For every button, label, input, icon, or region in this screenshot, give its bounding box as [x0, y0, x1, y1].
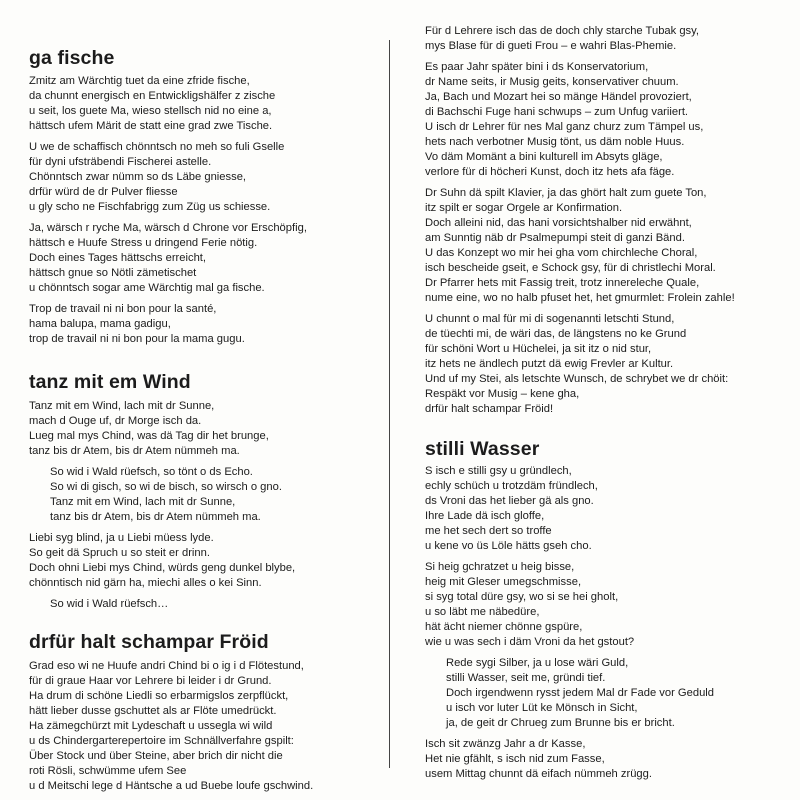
lyric-line: hätt lieber dusse gschuttet als ar Flöte umedrückt.: [29, 705, 277, 717]
lyric-line: Grad eso wi ne Huufe andri Chind bi o ig i d Flötestund,: [29, 660, 304, 672]
song-title-stilli-wasser: stilli Wasser: [425, 438, 540, 460]
lyric-line: heig mit Gleser umegschmisse,: [425, 576, 582, 588]
lyric-line: Doch alleini nid, das hani vorsichtshalber nid erwähnt,: [425, 217, 692, 229]
lyric-line: Lueg mal mys Chind, was dä Tag dir het brunge,: [29, 430, 269, 442]
lyric-line: dr Name seits, ir Musig geits, konservativer chuum.: [425, 76, 679, 88]
lyric-line: u ds Chindergarterepertoire im Schnällverfahre gspilt:: [29, 735, 294, 747]
lyric-line: So wid i Wald rüefsch…: [50, 598, 169, 610]
lyric-line: isch bescheide gseit, e Schock gsy, für di christlechi Moral.: [425, 262, 716, 274]
lyric-line: drfür würd de dr Pulver fliesse: [29, 186, 178, 198]
lyric-line: Dr Suhn dä spilt Klavier, ja das ghört halt zum guete Ton,: [425, 187, 707, 199]
lyric-line: Rede sygi Silber, ja u lose wäri Guld,: [446, 657, 629, 669]
lyric-line: me het sech dert so troffe: [425, 525, 552, 537]
lyric-line: für schöni Wort u Hüchelei, ja sit itz o nid stur,: [425, 343, 652, 355]
lyric-line: tanz bis dr Atem, bis dr Atem nümmeh ma.: [50, 511, 261, 523]
lyric-line: Ja, wärsch r ryche Ma, wärsch d Chrone vor Erschöpfig,: [29, 222, 307, 234]
song-title-tanz-mit-em-wind: tanz mit em Wind: [29, 371, 191, 393]
lyric-line: itz spilt er sogar Orgele ar Konfirmation.: [425, 202, 623, 214]
lyric-line: Respäkt vor Musig – kene gha,: [425, 388, 580, 400]
right-column: [425, 24, 785, 782]
stanza: [425, 186, 785, 306]
lyric-line: am Sunntig näb dr Psalmepumpi steit di ganzi Bänd.: [425, 232, 685, 244]
lyric-line: wie u was sech i däm Vroni da het gstout?: [425, 636, 635, 648]
stanza: [29, 531, 379, 591]
lyric-line: U we de schaffisch chönntsch no meh so fuli Gselle: [29, 141, 285, 153]
lyric-line: u kene vo üs Löle hätts gseh cho.: [425, 540, 592, 552]
lyric-line: Zmitz am Wärchtig tuet da eine zfride fische,: [29, 75, 250, 87]
lyric-line: Tanz mit em Wind, lach mit dr Sunne,: [29, 400, 215, 412]
lyric-line: Ha drum di schöne Liedli so erbarmigslos zerpflückt,: [29, 690, 289, 702]
lyric-line: hät ächt niemer chönne gspüre,: [425, 621, 583, 633]
stanza: [425, 560, 785, 650]
lyric-line: für dyni ufsträbendi Fischerei astelle.: [29, 156, 212, 168]
lyric-line: Doch eines Tages hättschs erreicht,: [29, 252, 207, 264]
song-title-drfuer-halt-schampar-froeid: drfür halt schampar Fröid: [29, 631, 269, 653]
lyric-line: hättsch e Huufe Stress u dringend Ferie nötig.: [29, 237, 258, 249]
lyric-line: mys Blase für di gueti Frou – e wahri Blas-Phemie.: [425, 40, 677, 52]
lyric-line: usem Mittag chunnt dä eifach nümmeh zrügg.: [425, 768, 652, 780]
lyric-line: Über Stock und über Steine, aber brich dir nicht die: [29, 750, 283, 762]
lyric-line: tanz bis dr Atem, bis dr Atem nümmeh ma.: [29, 445, 240, 457]
lyric-line: nume eine, wo no halb pfuset het, het gmurmlet: Frolein zahle!: [425, 292, 735, 304]
lyric-line: de tüechti mi, de wäri das, de längstens no ke Grund: [425, 328, 687, 340]
stanza: [29, 399, 379, 459]
lyric-line: roti Rösli, schwümme ufem See: [29, 765, 187, 777]
lyric-line: trop de travail ni ni bon pour la mama gugu.: [29, 333, 245, 345]
lyric-line: u isch vor luter Lüt ke Mönsch in Sicht,: [446, 702, 638, 714]
lyric-line: Ja, Bach und Mozart hei so mänge Händel provoziert,: [425, 91, 692, 103]
stanza-refrain: [29, 465, 379, 525]
lyric-line: Isch sit zwänzg Jahr a dr Kasse,: [425, 738, 586, 750]
lyric-line: Dr Pfarrer hets mit Fassig treit, trotz innereleche Quale,: [425, 277, 700, 289]
lyric-line: Tanz mit em Wind, lach mit dr Sunne,: [50, 496, 236, 508]
lyric-line: Doch ohni Liebi mys Chind, würds geng dunkel blybe,: [29, 562, 296, 574]
lyric-line: hama balupa, mama gadigu,: [29, 318, 171, 330]
stanza: [29, 221, 379, 296]
lyric-line: Für d Lehrere isch das de doch chly starche Tubak gsy,: [425, 25, 700, 37]
lyric-line: u so läbt me näbedüre,: [425, 606, 540, 618]
lyric-line: Chönntsch zwar nümm so ds Läbe gniesse,: [29, 171, 247, 183]
lyric-line: S isch e stilli gsy u gründlech,: [425, 465, 572, 477]
stanza: [425, 464, 785, 554]
lyric-line: Und uf my Stei, als letschte Wunsch, de schrybet we dr chöit:: [425, 373, 729, 385]
stanza-refrain: [425, 656, 785, 731]
lyric-line: di Bachschi Fuge hani schwups – zum Unfug variiert.: [425, 106, 689, 118]
lyric-line: mach d Ouge uf, dr Morge isch da.: [29, 415, 202, 427]
column-divider: [389, 40, 390, 768]
lyric-line: da chunnt energisch en Entwickligshälfer z zische: [29, 90, 276, 102]
stanza: [425, 737, 785, 782]
song-title-ga-fische: ga fische: [29, 47, 115, 69]
lyric-line: hättsch ufem Märit de statt eine grad zwe Tische.: [29, 120, 273, 132]
lyric-line: Ha zämegchürzt mit Lydeschaft u ussegla wi wild: [29, 720, 273, 732]
lyric-line: U das Konzept wo mir hei gha vom chirchleche Choral,: [425, 247, 698, 259]
stanza: [29, 302, 379, 347]
stanza: [29, 659, 379, 794]
stanza: [29, 74, 379, 134]
lyric-line: chönntisch nid gärn ha, miechi alles o kei Sinn.: [29, 577, 262, 589]
lyric-line: hets nach verbotner Musig tönt, us däm noble Huus.: [425, 136, 685, 148]
lyric-line: Trop de travail ni ni bon pour la santé,: [29, 303, 217, 315]
lyric-line: si syg total düre gsy, wo si se hei gholt,: [425, 591, 619, 603]
lyric-line: ja, de geit dr Chrueg zum Brunne bis er bricht.: [446, 717, 675, 729]
stanza: [29, 140, 379, 215]
left-column: [29, 20, 379, 794]
lyric-line: itz hets ne ändlech putzt dä ewig Frevler ar Kultur.: [425, 358, 674, 370]
lyric-line: verlore für di höcheri Kunst, doch itz hets afa fäge.: [425, 166, 675, 178]
lyric-line: ds Vroni das het lieber gä als gno.: [425, 495, 594, 507]
lyric-line: Liebi syg blind, ja u Liebi müess lyde.: [29, 532, 214, 544]
lyric-line: So geit dä Spruch u so steit er drinn.: [29, 547, 210, 559]
lyric-line: drfür halt schampar Fröid!: [425, 403, 554, 415]
stanza: [425, 312, 785, 417]
lyric-line: Es paar Jahr später bini i ds Konservatorium,: [425, 61, 649, 73]
lyric-line: So wid i Wald rüefsch, so tönt o ds Echo.: [50, 466, 253, 478]
lyric-line: u seit, los guete Ma, wieso stellsch nid no eine a,: [29, 105, 272, 117]
lyric-line: Het nie gfählt, s isch nid zum Fasse,: [425, 753, 605, 765]
lyric-line: echly schüch u trotzdäm fründlech,: [425, 480, 598, 492]
lyric-line: So wi di gisch, so wi de bisch, so wirsch o gno.: [50, 481, 282, 493]
lyric-line: Ihre Lade dä isch gloffe,: [425, 510, 545, 522]
lyric-line: u chönntsch sogar ame Wärchtig mal ga fische.: [29, 282, 265, 294]
lyric-line: Vo däm Momänt a bini kulturell im Absyts gläge,: [425, 151, 663, 163]
lyric-line: U chunnt o mal für mi di sogenannti letschti Stund,: [425, 313, 675, 325]
lyric-line: für di graue Haar vor Lehrere bi leider i dr Grund.: [29, 675, 272, 687]
lyric-line: hättsch gnue so Nötli zämetischet: [29, 267, 197, 279]
lyric-line: U isch dr Lehrer für nes Mal ganz churz zum Tämpel us,: [425, 121, 704, 133]
lyric-line: stilli Wasser, seit me, gründi tief.: [446, 672, 606, 684]
lyric-line: u gly scho ne Fischfabrigg zum Züg us schiesse.: [29, 201, 271, 213]
stanza: [425, 60, 785, 180]
lyric-line: u d Meitschi lege d Häntsche a ud Buebe loufe gschwind.: [29, 780, 314, 792]
stanza: [425, 24, 785, 54]
lyric-line: Doch irgendwenn rysst jedem Mal dr Fade vor Geduld: [446, 687, 715, 699]
stanza-refrain: [29, 597, 379, 612]
lyric-line: Si heig gchratzet u heig bisse,: [425, 561, 575, 573]
